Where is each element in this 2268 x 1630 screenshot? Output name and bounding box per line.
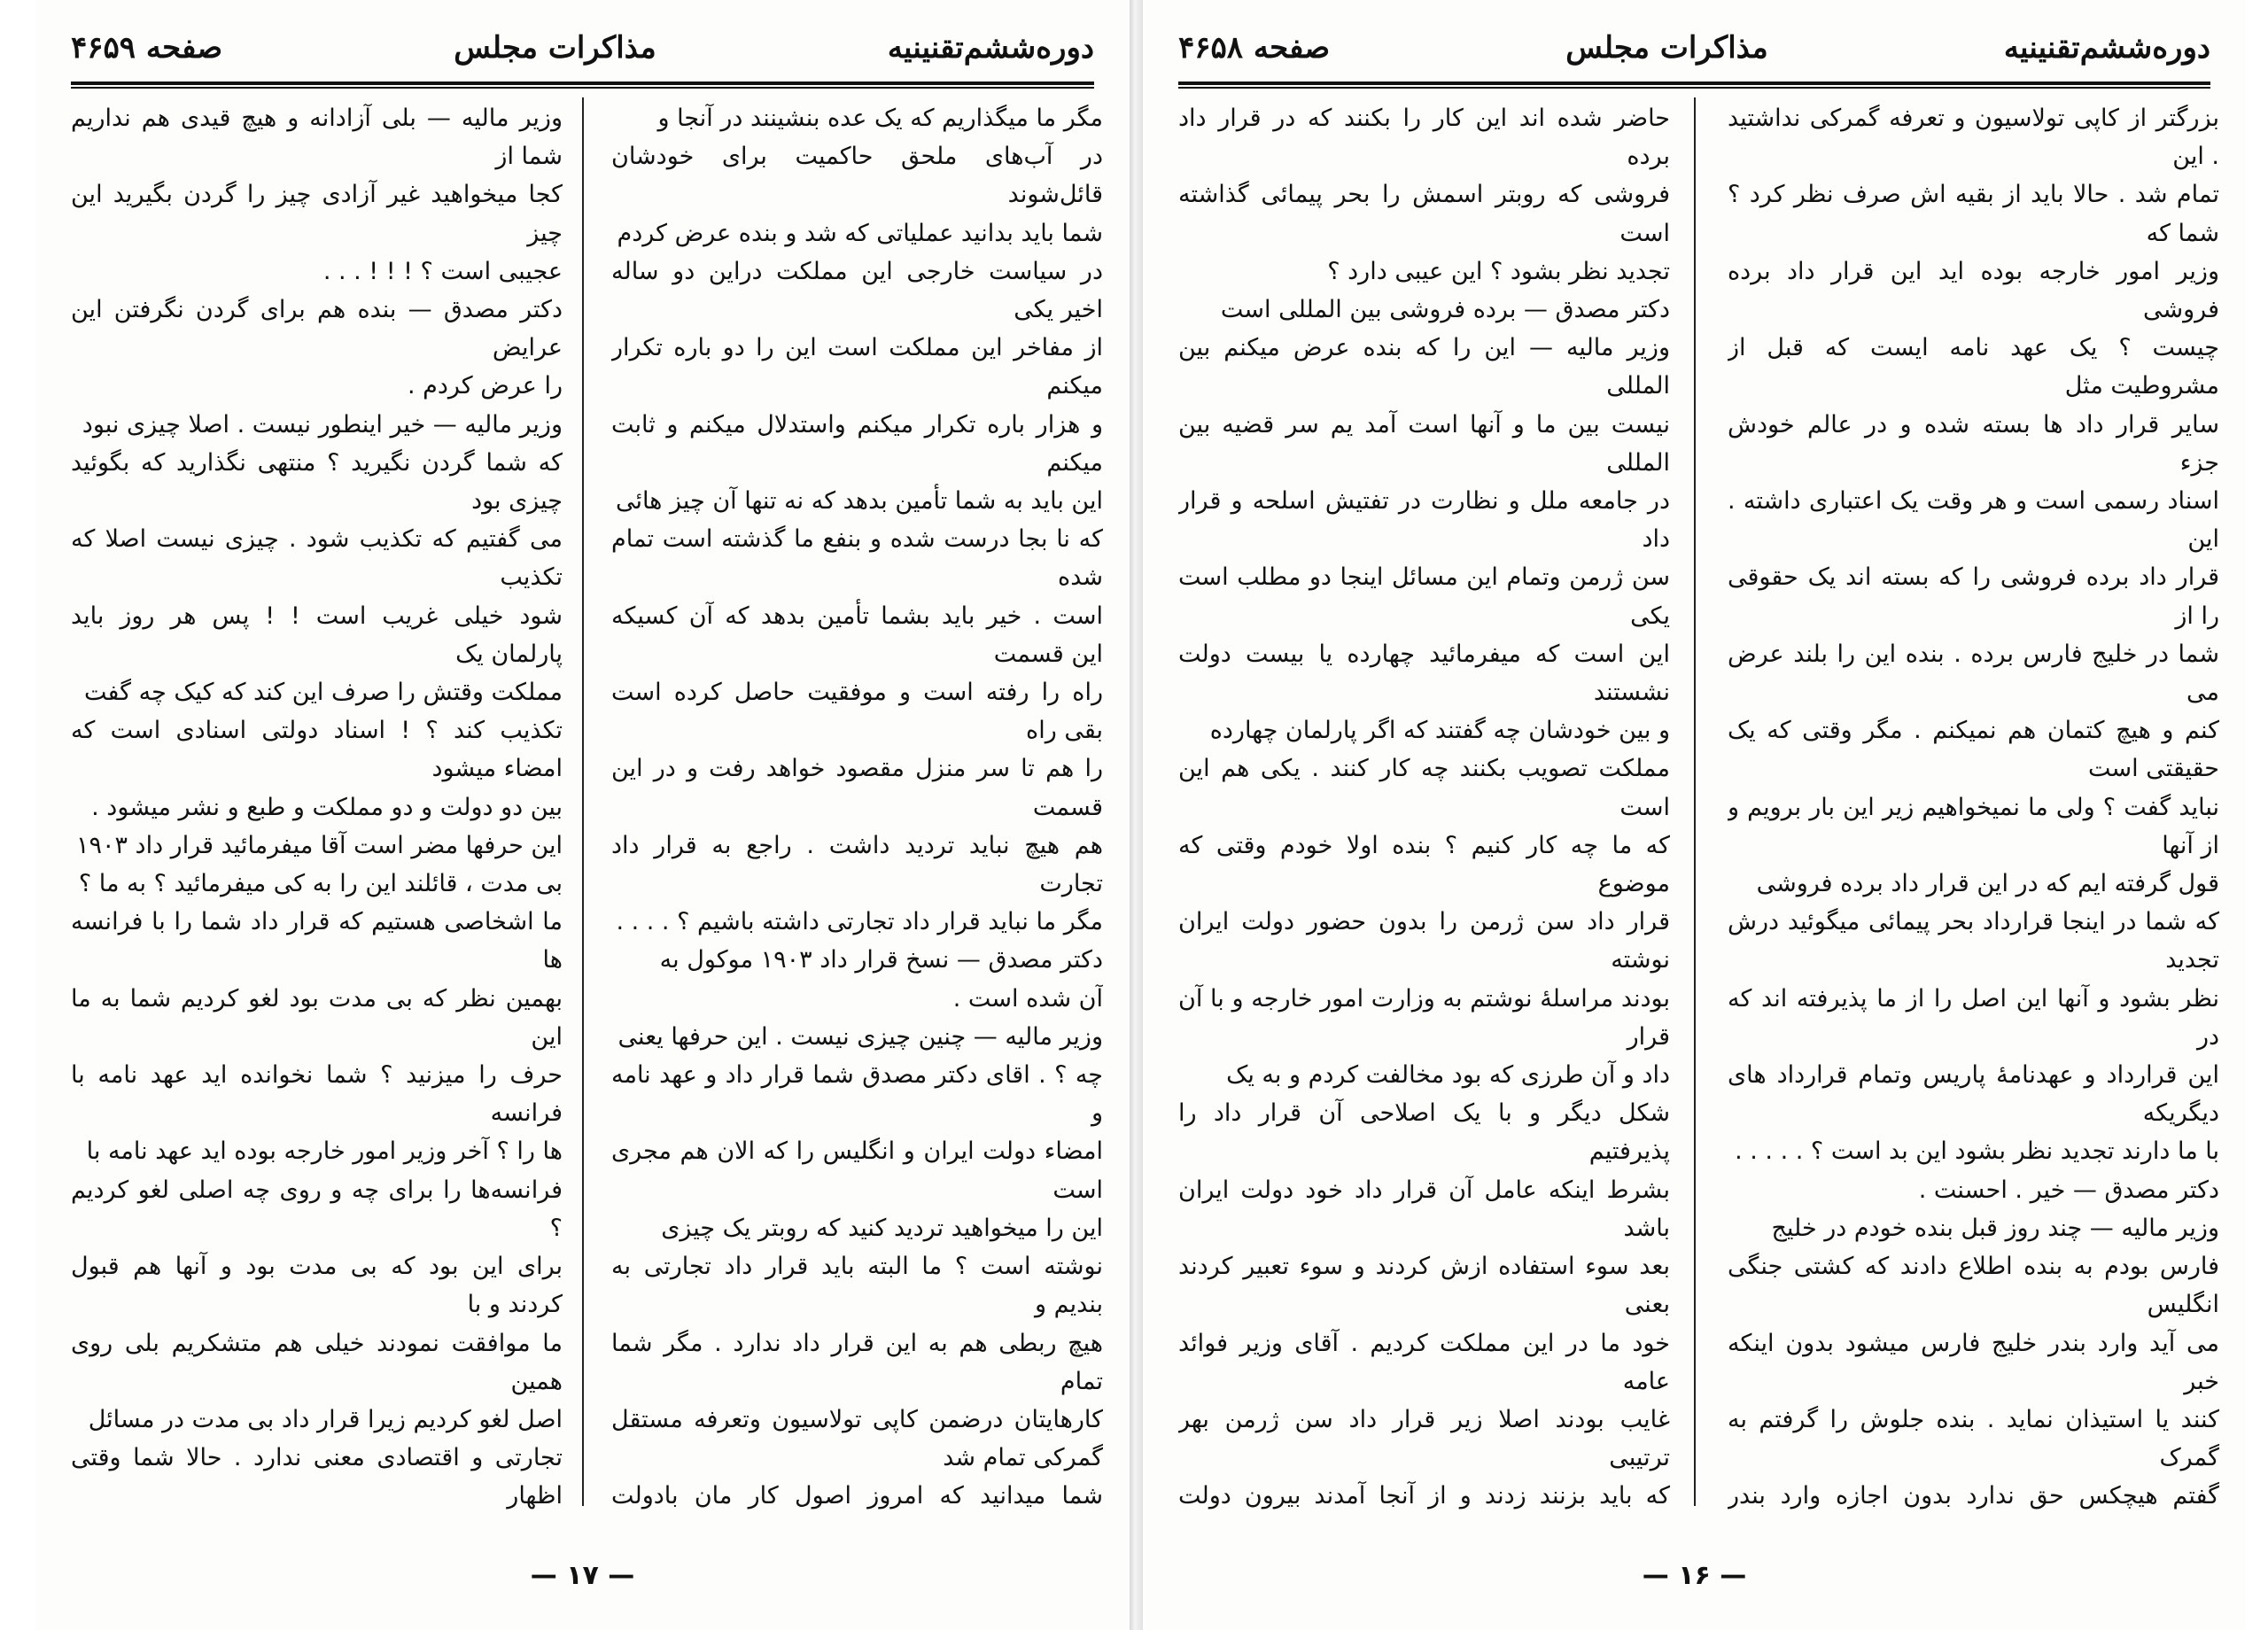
text-line: بشرط اینکه عامل آن قرار داد خود دولت ایران باشد [1178, 1176, 1670, 1242]
text-line: بعد سوء استفاده ازش کردند و سوء تعبیر کردند بعنی [1178, 1253, 1670, 1319]
text-line: نباید گفت ؟ ولی ما نمیخواهیم زیر این بار برویم و از آنها [1728, 793, 2219, 859]
text-line: دکتر مصدق — برده فروشی بین المللی است [1220, 296, 1670, 324]
text-line: این باید به شما تأمین بدهد که نه تنها آن چیز هائی [615, 487, 1103, 516]
text-line: و هزار باره تکرار میکنم واستدلال میکنم و ثابت میکنم [611, 410, 1103, 477]
header-rule-thin [1178, 87, 2210, 89]
text-line: راه را رفته است و موفقیت حاصل کرده است بقی راه [611, 679, 1103, 745]
text-line: سن ژرمن وتمام این مسائل اینجا دو مطلب است یکی [1178, 563, 1670, 630]
text-line: وزیر مالیه — خیر اینطور نیست . اصلا چیزی نبود [82, 410, 563, 439]
text-line: غایب بودند اصلا زیر قرار داد سن ژرمن بهر ترتیبی [1178, 1405, 1670, 1472]
text-line: برای این بود که بی مدت بود و آنها هم قبول کردند و با [71, 1253, 563, 1319]
header-rule [1178, 82, 2210, 85]
text-line: امضاء دولت ایران و انگلیس را که الان هم مجری است [611, 1137, 1103, 1204]
text-line: دکتر مصدق — نسخ قرار داد ۱۹۰۳ موکول به [659, 946, 1103, 974]
text-line: شما میدانید که امروز اصول کار مان بادولت [611, 1482, 1103, 1510]
text-line: دکتر مصدق — بنده هم برای گردن نگرفتن این عرایض [71, 296, 563, 362]
text-line: عجیبی است ؟ ! ! ! . . . [322, 257, 563, 285]
text-line: فروشی که روبتر اسمش را بحر پیمائی گذاشته است [1178, 181, 1670, 247]
text-line: نیست بین ما و آنها است آمد یم سر قضیه بین المللی [1178, 410, 1670, 477]
text-line: وزیر مالیه — چنین چیزی نیست . این حرفها یعنی [617, 1022, 1103, 1051]
header-title: مذاکرات مجلس [454, 30, 656, 66]
text-line: حاضر شده اند این کار را بکنند که در قرار داد برده [1178, 105, 1670, 171]
text-line: دکتر مصدق — خیر . احسنت . [1918, 1176, 2219, 1204]
text-line: این را میخواهید تردید کنید که روبتر یک چیزی [661, 1214, 1103, 1242]
text-line: فارس بودم به بنده اطلاع دادند که کشتی جنگی انگلیس [1728, 1253, 2219, 1319]
page-header [1178, 19, 2210, 76]
text-line: نظر بشود و آنها این اصل را از ما پذیرفته اند که در [1728, 984, 2219, 1051]
text-line: بزرگتر از کاپی تولاسیون و تعرفه گمرکی نداشتید . این [1728, 105, 2219, 171]
text-column-left [1178, 99, 1670, 1517]
text-line: وزیر امور خارجه بوده اید این قرار داد برده فروشی [1728, 257, 2219, 324]
text-line: آن شده است . [952, 984, 1103, 1013]
page-header [71, 19, 1094, 76]
text-line: کنند یا استیذان نماید . بنده جلوش را گرفتم به گمرک [1728, 1405, 2219, 1472]
text-line: فرانسه‌ها را برای چه و روی چه اصلی لغو کردیم ؟ [71, 1176, 563, 1242]
column-divider [582, 97, 584, 1506]
text-line: قرار داد سن ژرمن را بدون حضور دولت ایران نوشته [1178, 908, 1670, 974]
text-line: اصل لغو کردیم زیرا قرار داد بی مدت در مسائل [88, 1405, 563, 1433]
text-line: که شما در اینجا قرارداد بحر پیمائی میگوئید درش تجدید [1728, 908, 2219, 974]
header-rule-thin [71, 87, 1094, 89]
text-line: وزیر مالیه — چند روز قبل بنده خودم در خلیج [1771, 1214, 2219, 1242]
book-gutter [1130, 0, 1143, 1630]
text-line: که باید بزنند زدند و از آنجا آمدند بیرون دولت [1178, 1482, 1670, 1510]
text-line: مگر ما نباید قرار داد تجارتی داشته باشیم ؟ . . . . [616, 908, 1103, 936]
text-line: قول گرفته ایم که در این قرار داد برده فروشی [1756, 870, 2219, 898]
text-line: در آب‌های ملحق حاکمیت برای خودشان قائل‌شوند [611, 143, 1103, 209]
text-line: مملکت وقتش را صرف این کند که کیک چه گفت [84, 679, 563, 707]
text-line: می آید وارد بندر خلیج فارس میشود بدون اینکه خبر [1728, 1329, 2219, 1395]
text-line: مملکت تصویب بکنند چه کار کنند . یکی هم این است [1178, 755, 1670, 821]
page-4659 [35, 0, 1130, 1630]
page-4658 [1143, 0, 2246, 1630]
text-line: تکذیب کند ؟ ! اسناد دولتی اسنادی است که امضاء میشود [71, 717, 563, 783]
text-line: ما اشخاصی هستیم که قرار داد شما را با فرانسه ها [71, 908, 563, 974]
header-session: دوره‌ششم‌تقنینیه [2003, 30, 2210, 66]
text-line: تمام شد . حالا باید از بقیه اش صرف نظر کرد ؟ شما که [1728, 181, 2219, 247]
text-line: بهمین نظر که بی مدت بود لغو کردیم شما به ما این [71, 984, 563, 1051]
text-line: با ما دارند تجدید نظر بشود این بد است ؟ . . . . . [1735, 1137, 2219, 1166]
text-line: این قرارداد و عهدنامهٔ پاریس وتمام قرارداد های دیگریکه [1728, 1061, 2219, 1128]
text-line: نوشته است ؟ ما البته باید قرار داد تجارتی به بندیم و [611, 1253, 1103, 1319]
text-line: چیست ؟ یک عهد نامه ایست که قبل از مشروطیت مثل [1728, 334, 2219, 400]
text-line: که ما چه کار کنیم ؟ بنده اولا خودم وقتی که موضوع [1178, 831, 1670, 898]
text-line: وزیر مالیه — این را که بنده عرض میکنم بین المللی [1178, 334, 1670, 400]
text-line: شود خیلی غریب است ! ! پس هر روز باید پارلمان یک [71, 602, 563, 668]
text-line: هم هیچ نباید تردید داشت . راجع به قرار داد تجارت [611, 831, 1103, 898]
text-line: که نا بجا درست شده و بنفع ما گذشته است تمام شده [611, 525, 1103, 592]
text-line: این حرفها مضر است آقا میفرمائید قرار داد ۱۹۰۳ [75, 831, 563, 859]
text-column-right [611, 99, 1103, 1517]
header-page-number: صفحه ۴۶۵۸ [1178, 30, 1331, 66]
header-session: دوره‌ششم‌تقنینیه [887, 30, 1094, 66]
text-column-right [1728, 99, 2219, 1517]
text-line: بی مدت ، قائلند این را به کی میفرمائید ؟ به ما ؟ [78, 870, 563, 898]
text-line: خود ما در این مملکت کردیم . آقای وزیر فوائد عامه [1178, 1329, 1670, 1395]
text-line: این است که میفرمائید چهارده یا بیست دولت نشستند [1178, 640, 1670, 707]
text-line: شما باید بدانید عملیاتی که شد و بنده عرض کردم [617, 219, 1103, 247]
text-line: اسناد رسمی است و هر وقت یک اعتباری داشته . این [1728, 487, 2219, 554]
text-line: است . خیر باید بشما تأمین بدهد که آن کسیکه این قسمت [611, 602, 1103, 668]
text-line: چه ؟ . اقای دکتر مصدق شما قرار داد و عهد نامه و [611, 1061, 1103, 1128]
text-line: حرف را میزنید ؟ شما نخوانده اید عهد نامه با فرانسه [71, 1061, 563, 1128]
page-footer-number: — ۱۶ — [1642, 1560, 1747, 1591]
page-footer-number: — ۱۷ — [530, 1560, 635, 1591]
column-divider [1694, 97, 1696, 1506]
text-line: کجا میخواهید غیر آزادی چیز را گردن بگیرید این چیز [71, 181, 563, 247]
header-page-number: صفحه ۴۶۵۹ [71, 30, 223, 66]
text-line: را عرض کردم . [407, 372, 563, 400]
text-line: را هم تا سر منزل مقصود خواهد رفت و در این قسمت [611, 755, 1103, 821]
text-line: تجارتی و اقتصادی معنی ندارد . حالا شما وقتی اظهار [71, 1444, 563, 1510]
text-line: وزیر مالیه — بلی آزادانه و هیچ قیدی هم نداریم شما از [71, 105, 563, 171]
text-line [71, 1516, 563, 1517]
text-line: می گفتیم که تکذیب شود . چیزی نیست اصلا که تکذیب [71, 525, 563, 592]
text-line: ها را ؟ آخر وزیر امور خارجه بوده اید عهد نامه با [86, 1137, 563, 1166]
text-column-left [71, 99, 563, 1517]
text-line: از مفاخر این مملکت است این را دو باره تکرار میکنم [611, 334, 1103, 400]
header-rule [71, 82, 1094, 85]
text-line: در جامعه ملل و نظارت در تفتیش اسلحه و قرار داد [1178, 487, 1670, 554]
text-line: تجدید نظر بشود ؟ این عیبی دارد ؟ [1327, 257, 1670, 285]
text-line: و بین خودشان چه گفتند که اگر پارلمان چهارده [1209, 717, 1670, 745]
text-line: شکل دیگر و با یک اصلاحی آن قرار داد را پذیرفتیم [1178, 1099, 1670, 1166]
text-line: سایر قرار داد ها بسته شده و در عالم خودش جزء [1728, 410, 2219, 477]
text-line: بین دو دولت و دو مملکت و طبع و نشر میشود . [91, 793, 563, 821]
text-line: هیچ ربطی هم به این قرار داد ندارد . مگر شما تمام [611, 1329, 1103, 1395]
text-line: ما موافقت نمودند خیلی هم متشکریم بلی روی همین [71, 1329, 563, 1395]
text-line: داد و آن طرزی که بود مخالفت کردم و به یک [1226, 1061, 1670, 1090]
text-line: مگر ما میگذاریم که یک عده بنشینند در آنجا و [657, 105, 1103, 132]
text-line: بودند مراسله‌ٔ نوشتم به وزارت امور خارجه و با آن قرار [1178, 984, 1670, 1051]
text-line: گفتم هیچکس حق ندارد بدون اجازه وارد بندر [1728, 1482, 2219, 1510]
text-line: شما در خلیج فارس برده . بنده این را بلند عرض می [1728, 640, 2219, 707]
text-line: در سیاست خارجی این مملکت دراین دو ساله اخیر یکی [611, 257, 1103, 324]
text-line: کارهایتان درضمن کاپی تولاسیون وتعرفه مستقل گمرکی تمام شد [611, 1405, 1103, 1472]
text-line: قرار داد برده فروشی را که بسته اند یک حقوقی را از [1728, 563, 2219, 630]
text-line: کنم و هیچ کتمان هم نمیکنم . مگر وقتی که یک حقیقتی است [1728, 717, 2219, 783]
header-title: مذاکرات مجلس [1565, 30, 1768, 66]
text-line: که شما گردن نگیرید ؟ منتهی نگذارید که بگوئید چیزی بود [71, 448, 563, 516]
